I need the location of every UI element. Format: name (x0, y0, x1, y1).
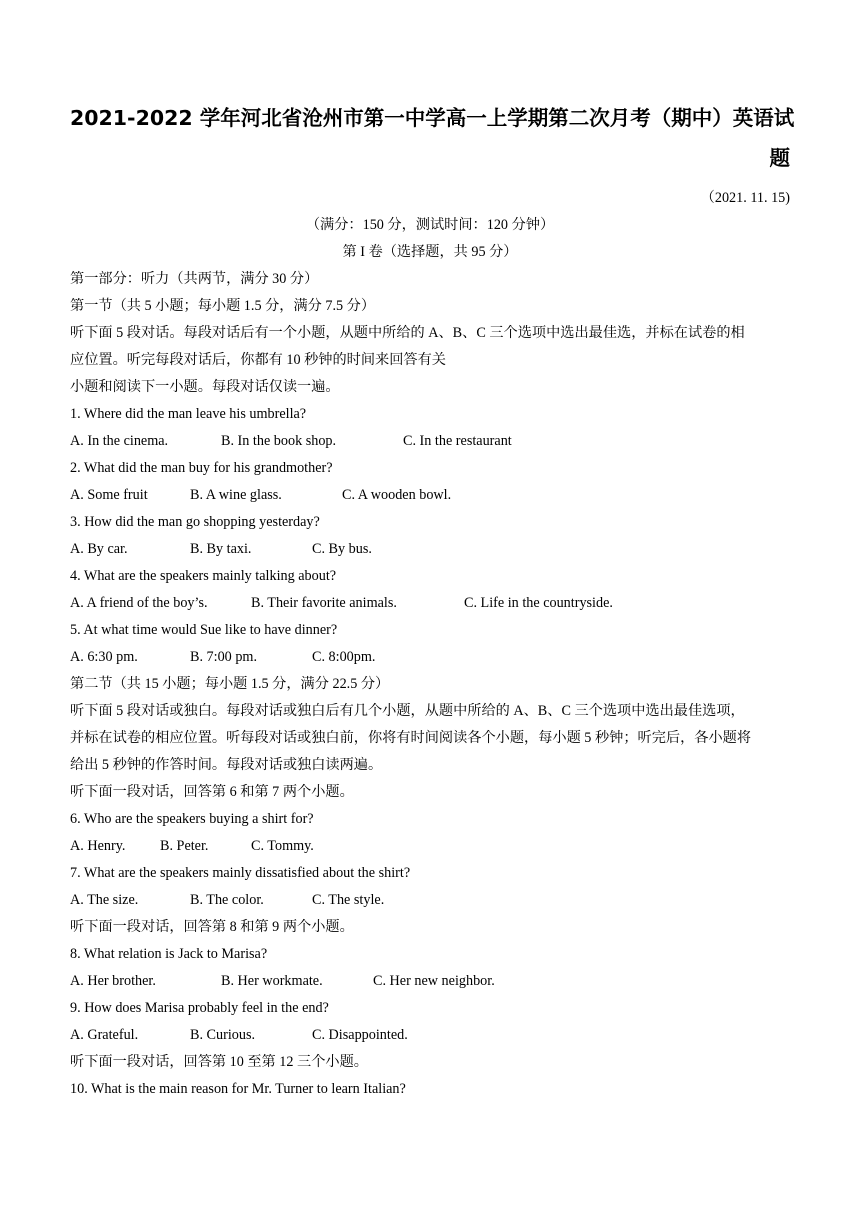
title-line-2: 题 (769, 146, 790, 170)
option-b: B. Their favorite animals. (251, 595, 397, 611)
question-2-options (70, 485, 790, 505)
section1-heading: 第一节（共 5 小题；每小题 1.5 分，满分 7.5 分） (70, 298, 376, 314)
option-b: B. Peter. (160, 838, 209, 854)
section2-instructions: 并标在试卷的相应位置。听每段对话或独白前，你将有时间阅读各个小题，每小题 5 秒钟；听完后，各小题将 (70, 730, 752, 746)
volume-heading: 第 I 卷（选择题，共 95 分） (342, 244, 518, 260)
question-9: 9. How does Marisa probably feel in the end? (70, 1000, 329, 1016)
exam-info: （满分：150 分，测试时间：120 分钟） (305, 217, 555, 233)
dialog-intro: 听下面一段对话，回答第 6 和第 7 两个小题。 (70, 784, 354, 800)
question-7-options (70, 890, 790, 910)
question-6: 6. Who are the speakers buying a shirt for? (70, 811, 314, 827)
exam-title (70, 98, 795, 178)
question-8-options (70, 971, 790, 991)
question-3-options (70, 539, 790, 559)
option-c: C. Her new neighbor. (373, 973, 495, 989)
question-9-options (70, 1025, 790, 1045)
option-a: A. In the cinema. (70, 433, 169, 449)
title-line-1: 2021-2022 学年河北省沧州市第一中学高一上学期第二次月考（期中）英语试 (70, 106, 795, 130)
section1-instructions: 应位置。听完每段对话后，你都有 10 秒钟的时间来回答有关 (70, 352, 446, 368)
option-a: A. Henry. (70, 838, 126, 854)
question-4: 4. What are the speakers mainly talking about? (70, 568, 337, 584)
option-a: A. 6:30 pm. (70, 649, 138, 665)
option-a: A. By car. (70, 541, 128, 557)
question-8: 8. What relation is Jack to Marisa? (70, 946, 268, 962)
section1-instructions: 听下面 5 段对话。每段对话后有一个小题，从题中所给的 A、B、C 三个选项中选出最佳选，并标在试卷的相 (70, 325, 745, 341)
question-6-options (70, 836, 790, 856)
exam-date: （2021. 11. 15) (700, 190, 790, 206)
option-c: C. Life in the countryside. (464, 595, 613, 611)
option-a: A. A friend of the boy’s. (70, 595, 208, 611)
section2-instructions: 听下面 5 段对话或独白。每段对话或独白后有几个小题，从题中所给的 A、B、C 三个选项中选出最佳选项， (70, 703, 745, 719)
option-b: B. The color. (190, 892, 264, 908)
option-a: A. The size. (70, 892, 139, 908)
option-c: C. 8:00pm. (312, 649, 376, 665)
question-7: 7. What are the speakers mainly dissatisfied about the shirt? (70, 865, 411, 881)
option-b: B. Her workmate. (221, 973, 323, 989)
option-b: B. A wine glass. (190, 487, 282, 503)
option-c: C. A wooden bowl. (342, 487, 452, 503)
section2-instructions: 给出 5 秒钟的作答时间。每段对话或独白读两遍。 (70, 757, 383, 773)
option-b: B. In the book shop. (221, 433, 337, 449)
section1-instructions: 小题和阅读下一小题。每段对话仅读一遍。 (70, 379, 340, 395)
dialog-intro: 听下面一段对话，回答第 8 和第 9 两个小题。 (70, 919, 354, 935)
option-c: C. Tommy. (251, 838, 314, 854)
option-a: A. Her brother. (70, 973, 156, 989)
question-5-options (70, 647, 790, 667)
option-c: C. By bus. (312, 541, 372, 557)
question-10: 10. What is the main reason for Mr. Turner to learn Italian? (70, 1081, 406, 1097)
option-b: B. By taxi. (190, 541, 252, 557)
option-b: B. 7:00 pm. (190, 649, 258, 665)
option-c: C. The style. (312, 892, 385, 908)
section2-heading: 第二节（共 15 小题；每小题 1.5 分，满分 22.5 分） (70, 676, 390, 692)
option-a: A. Grateful. (70, 1027, 139, 1043)
option-b: B. Curious. (190, 1027, 256, 1043)
option-c: C. In the restaurant (403, 433, 512, 449)
question-2: 2. What did the man buy for his grandmother? (70, 460, 333, 476)
option-a: A. Some fruit (70, 487, 148, 503)
dialog-intro: 听下面一段对话，回答第 10 至第 12 三个小题。 (70, 1054, 368, 1070)
part1-heading: 第一部分：听力（共两节，满分 30 分） (70, 271, 319, 287)
question-1-options (70, 431, 790, 451)
question-4-options (70, 593, 790, 613)
question-1: 1. Where did the man leave his umbrella? (70, 406, 307, 422)
option-c: C. Disappointed. (312, 1027, 408, 1043)
question-3: 3. How did the man go shopping yesterday? (70, 514, 320, 530)
question-5: 5. At what time would Sue like to have dinner? (70, 622, 338, 638)
